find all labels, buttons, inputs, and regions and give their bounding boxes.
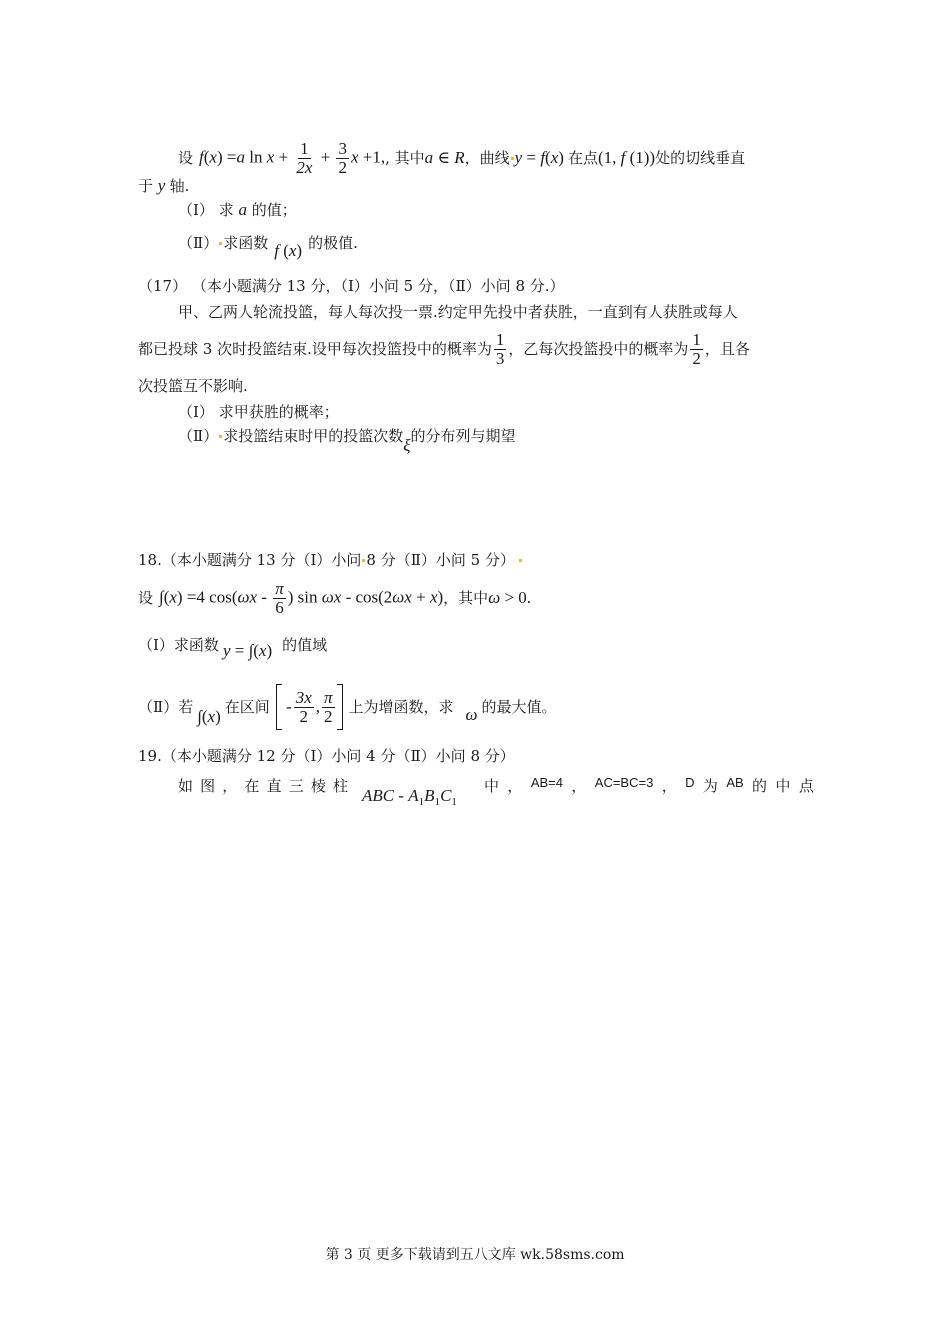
q19-word: 直 bbox=[266, 777, 282, 795]
q18-header-b: 8 分（Ⅱ）小问 5 分） bbox=[366, 551, 515, 569]
q19-words-left bbox=[178, 775, 348, 796]
q18-interval: - $\frac{3x}{2}$ , $\frac{\pi}{2}$ bbox=[276, 684, 343, 730]
q19-word: AB=4 bbox=[530, 775, 563, 790]
q16-line2-a: 于 bbox=[138, 177, 154, 195]
q18-part2 bbox=[138, 682, 557, 732]
q18-part2-d: 的最大值。 bbox=[481, 698, 557, 716]
q18-part2-b: 在区间 bbox=[224, 698, 270, 716]
stray-dot bbox=[519, 559, 522, 562]
q18-header-a: 18.（本小题满分 13 分（Ⅰ）小问 bbox=[138, 551, 362, 569]
q16-cond-curve: ，曲线 bbox=[464, 149, 510, 167]
q19-word: 图 bbox=[200, 777, 216, 795]
q16-part2-b: 求函数 bbox=[223, 234, 269, 252]
q17-line3: 次投篮互不影响. bbox=[138, 377, 248, 395]
q19-word: 三 bbox=[288, 777, 304, 795]
q16-curve-formula: y = f(x) bbox=[514, 148, 564, 167]
q19-word: ， bbox=[661, 777, 677, 795]
q19-word: 棱 bbox=[310, 777, 326, 795]
stray-dot bbox=[362, 559, 365, 562]
q19-word: ， bbox=[222, 777, 238, 795]
q17-part2-a: （Ⅱ） bbox=[178, 427, 219, 445]
q16-line2 bbox=[138, 176, 189, 196]
q19-words-right bbox=[484, 775, 814, 796]
q16-part1 bbox=[178, 200, 297, 220]
q18-omega: ω bbox=[465, 705, 478, 724]
q18-statement bbox=[138, 576, 531, 620]
stray-dot bbox=[219, 242, 222, 245]
q17-part1: （Ⅰ） 求甲获胜的概率； bbox=[178, 403, 339, 421]
q16-at-point: 在点 bbox=[567, 149, 598, 167]
q16-part2-a: （Ⅱ） bbox=[178, 234, 219, 252]
q18-part1-formula: y = ∫(x) bbox=[222, 641, 273, 660]
q18-lead: 设 bbox=[138, 589, 154, 607]
q19-word: AB bbox=[726, 775, 744, 790]
q17-line2-b: ，乙每次投篮投中的概率为 bbox=[508, 340, 689, 358]
q17-part2 bbox=[178, 426, 516, 455]
q19-word: 为 bbox=[702, 777, 718, 795]
q19-word: 柱 bbox=[332, 777, 348, 795]
stray-dot bbox=[511, 157, 514, 160]
q18-header bbox=[138, 550, 523, 570]
q16-a-var: a bbox=[238, 200, 247, 219]
q19-word: ， bbox=[507, 777, 523, 795]
q17-part2-c: 的分布列与期望 bbox=[410, 427, 516, 445]
q17-frac-one-third: $\frac{1}{3}$ bbox=[495, 329, 505, 368]
q17-line1: 甲、乙两人轮流投篮，每人每次投一票.约定甲先投中者获胜，一直到有人获胜或每人 bbox=[178, 303, 738, 321]
q19-word: ， bbox=[571, 777, 587, 795]
q19-word: AC=BC=3 bbox=[594, 775, 654, 790]
q19-header: 19.（本小题满分 12 分（Ⅰ）小问 4 分（Ⅱ）小问 8 分） bbox=[138, 747, 515, 765]
q16-statement bbox=[178, 138, 745, 178]
q18-part1-a: （Ⅰ）求函数 bbox=[138, 636, 219, 654]
q17-frac-one-half: $\frac{1}{2}$ bbox=[692, 329, 701, 368]
q18-cond: ，其中 bbox=[443, 589, 489, 607]
q16-part1-b: 的值； bbox=[251, 201, 297, 219]
q19-word: 如 bbox=[178, 777, 194, 795]
q18-omega-cond: ω > 0. bbox=[488, 588, 532, 607]
q18-part1-b: 的值域 bbox=[282, 636, 328, 654]
q17-xi: ξ bbox=[403, 436, 411, 455]
q16-y-axis-var: y bbox=[157, 176, 170, 195]
q19-word: D bbox=[685, 775, 695, 790]
q18-part2-c: 上为增函数，求 bbox=[348, 698, 454, 716]
q19-word: 的 bbox=[752, 777, 768, 795]
q17-part2-b: 求投篮结束时甲的投篮次数 bbox=[223, 427, 404, 445]
q16-part2 bbox=[178, 228, 358, 258]
q18-part2-fx: ∫(x) bbox=[197, 707, 221, 726]
q17-header: （17） （本小题满分 13 分，（Ⅰ）小问 5 分，（Ⅱ）小问 8 分.） bbox=[138, 277, 565, 295]
q17-line2-c: ，且各 bbox=[704, 340, 750, 358]
q16-function-formula: f(x) =a ln x + $\frac{1}{2x}$ + $\frac{3}{2}$ x +1, bbox=[199, 138, 386, 177]
q19-prism-formula: ABC - $A_1B_1C_1$ bbox=[362, 786, 457, 808]
q16-point: (1, f (1)) bbox=[597, 148, 656, 167]
q19-word: 中 bbox=[775, 777, 791, 795]
q17-line2-a: 都已投球 3 次时投篮结束.设甲每次投篮投中的概率为 bbox=[138, 340, 492, 358]
q16-cond-in: , 其中 bbox=[385, 149, 425, 167]
q19-word: 中 bbox=[484, 777, 500, 795]
q16-lead: 设 bbox=[178, 149, 194, 167]
q17-line2 bbox=[138, 326, 750, 372]
q16-a-in-R: a ∈ R bbox=[424, 148, 465, 167]
q16-fx: f (x) bbox=[274, 241, 303, 260]
q19-word: 点 bbox=[798, 777, 814, 795]
q19-word: 在 bbox=[244, 777, 260, 795]
stray-dot bbox=[219, 435, 222, 438]
q18-part1 bbox=[138, 630, 327, 660]
q18-part2-a: （Ⅱ）若 bbox=[138, 698, 194, 716]
q16-part1-a: （Ⅰ） 求 bbox=[178, 201, 234, 219]
q18-function-formula: ∫(x) =4 cos(ωx - $\frac{\pi}{6}$ ) sin ωx - cos(2ωx + x) bbox=[159, 578, 444, 617]
right-bracket bbox=[337, 684, 343, 730]
q16-part2-c: 的极值. bbox=[308, 234, 358, 252]
q16-line2-b: 轴. bbox=[169, 177, 190, 195]
q16-tangent: 处的切线垂直 bbox=[655, 149, 746, 167]
page-footer: 第 3 页 更多下载请到五八文库 wk.58sms.com bbox=[325, 1247, 625, 1263]
